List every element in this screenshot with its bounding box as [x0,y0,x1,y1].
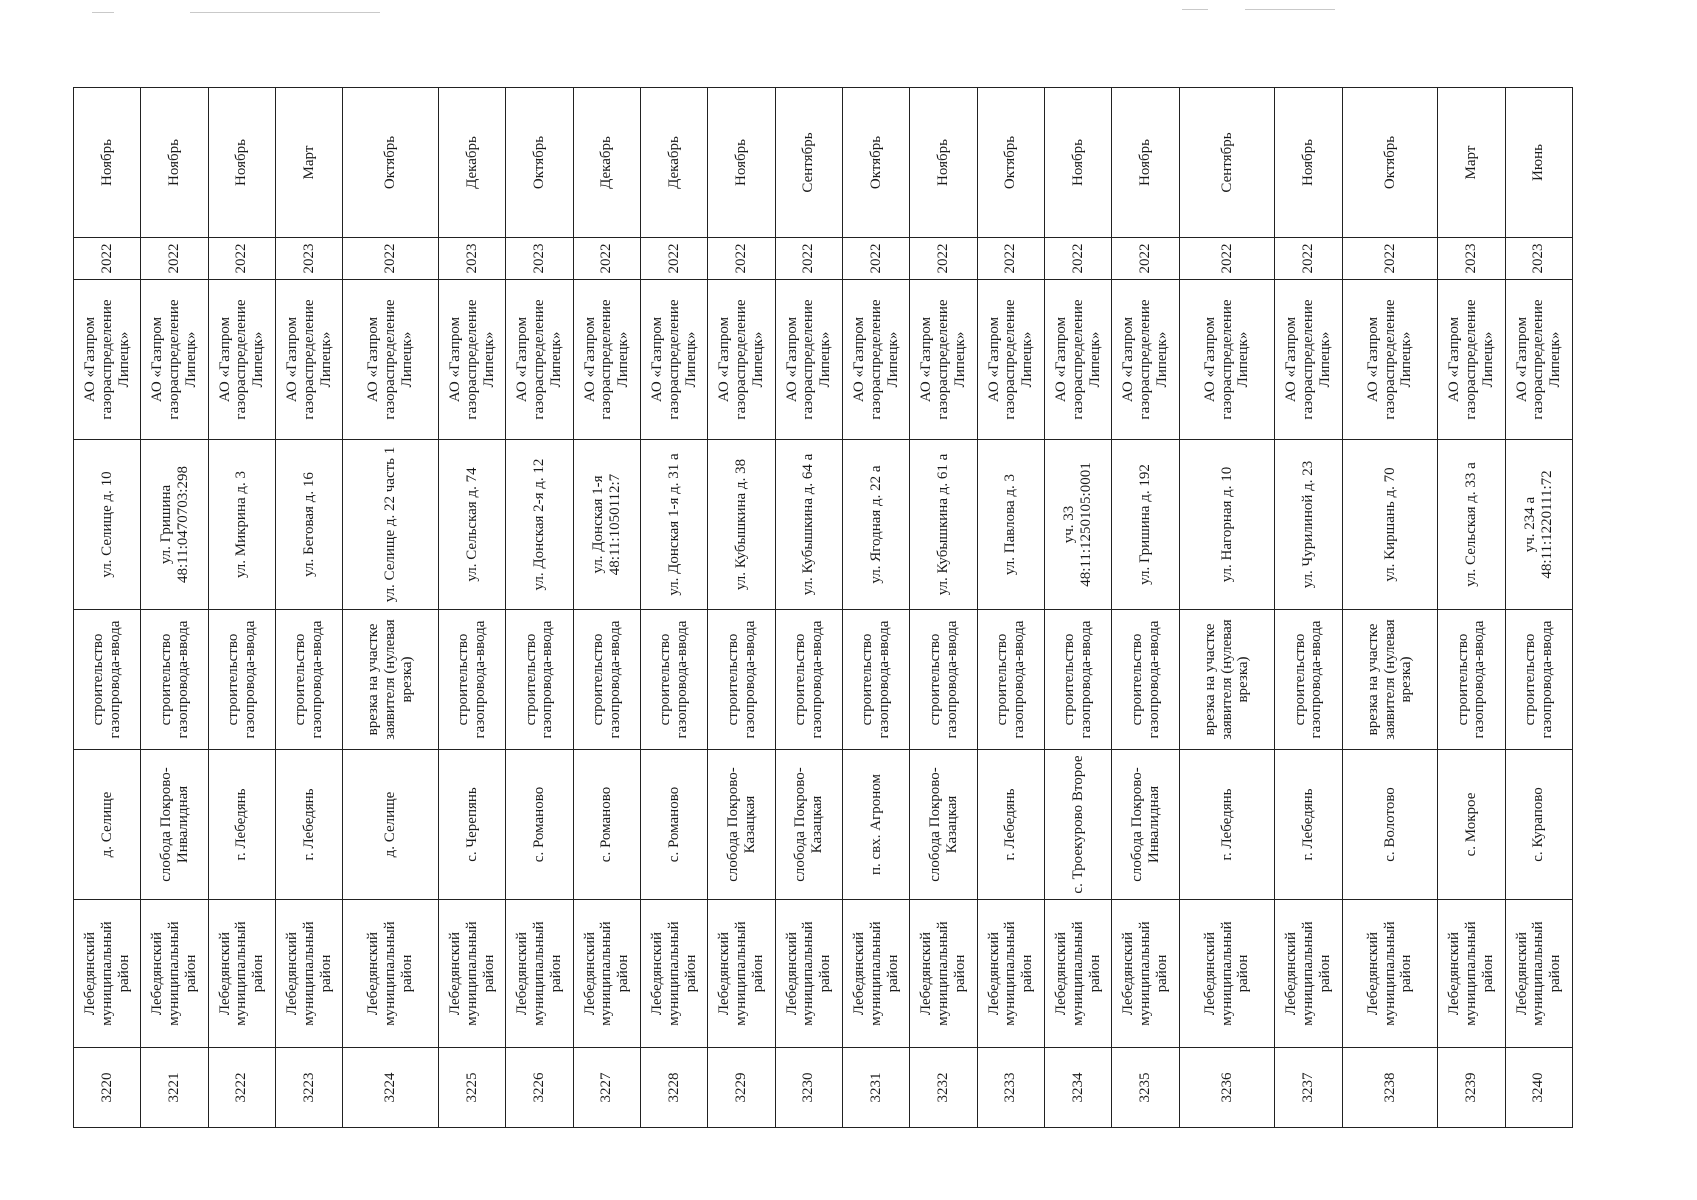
work-type-cell: строительство газопровода-ввода [708,610,775,750]
month-cell: Октябрь [506,88,573,238]
district-cell: Лебедянский муниципальный район [1045,900,1112,1048]
month-cell: Ноябрь [141,88,208,238]
year-cell: 2022 [775,238,842,280]
address-cell: ул. Павлова д. 3 [977,440,1044,610]
locality-cell: г. Лебедянь [276,750,343,900]
row-number: 3229 [708,1048,775,1128]
work-type-cell: строительство газопровода-ввода [1045,610,1112,750]
month-cell: Декабрь [573,88,640,238]
work-type-cell: врезка на участке заявителя (нулевая врезка) [1342,610,1438,750]
month-cell: Декабрь [640,88,707,238]
address-cell: ул. Гришина д. 192 [1112,440,1179,610]
year-cell: 2022 [1112,238,1179,280]
organization-cell: АО «Газпром газораспределение Липецк» [343,280,439,440]
year-cell: 2022 [640,238,707,280]
district-cell: Лебедянский муниципальный район [506,900,573,1048]
table-row [1505,88,1572,1128]
locality-cell: слобода Покрово-Казацкая [910,750,977,900]
locality-cell: слобода Покрово-Казацкая [708,750,775,900]
locality-cell: д. Селище [74,750,141,900]
district-cell: Лебедянский муниципальный район [1179,900,1275,1048]
organization-cell: АО «Газпром газораспределение Липецк» [1275,280,1342,440]
district-cell: Лебедянский муниципальный район [977,900,1044,1048]
district-cell: Лебедянский муниципальный район [1342,900,1438,1048]
year-cell: 2023 [1505,238,1572,280]
work-type-cell: строительство газопровода-ввода [843,610,910,750]
locality-cell: п. свх. Агроном [843,750,910,900]
district-cell: Лебедянский муниципальный район [276,900,343,1048]
table-row [977,88,1044,1128]
district-cell: Лебедянский муниципальный район [74,900,141,1048]
district-cell: Лебедянский муниципальный район [708,900,775,1048]
locality-cell: с. Курапово [1505,750,1572,900]
organization-cell: АО «Газпром газораспределение Липецк» [1112,280,1179,440]
address-cell: ул. Кубышкина д. 61 а [910,440,977,610]
year-cell: 2022 [141,238,208,280]
table-row [343,88,439,1128]
month-cell: Сентябрь [775,88,842,238]
month-cell: Ноябрь [1045,88,1112,238]
organization-cell: АО «Газпром газораспределение Липецк» [910,280,977,440]
work-type-cell: строительство газопровода-ввода [977,610,1044,750]
district-cell: Лебедянский муниципальный район [438,900,505,1048]
work-type-cell: строительство газопровода-ввода [775,610,842,750]
work-type-cell: строительство газопровода-ввода [1505,610,1572,750]
locality-cell: д. Селище [343,750,439,900]
table-row [708,88,775,1128]
year-cell: 2022 [1275,238,1342,280]
row-number: 3227 [573,1048,640,1128]
month-cell: Ноябрь [208,88,275,238]
month-cell: Ноябрь [708,88,775,238]
year-cell: 2022 [1342,238,1438,280]
address-cell: ул. Селище д. 10 [74,440,141,610]
row-number: 3230 [775,1048,842,1128]
row-number: 3228 [640,1048,707,1128]
year-cell: 2022 [843,238,910,280]
district-cell: Лебедянский муниципальный район [1275,900,1342,1048]
work-type-cell: строительство газопровода-ввода [74,610,141,750]
district-cell: Лебедянский муниципальный район [640,900,707,1048]
year-cell: 2022 [708,238,775,280]
locality-cell: с. Романово [506,750,573,900]
locality-cell: с. Волотово [1342,750,1438,900]
organization-cell: АО «Газпром газораспределение Липецк» [74,280,141,440]
table-row [141,88,208,1128]
locality-cell: г. Лебедянь [977,750,1044,900]
row-number: 3234 [1045,1048,1112,1128]
table-row [1438,88,1505,1128]
year-cell: 2022 [1045,238,1112,280]
table-row [1179,88,1275,1128]
row-number: 3236 [1179,1048,1275,1128]
district-cell: Лебедянский муниципальный район [141,900,208,1048]
table-row [208,88,275,1128]
organization-cell: АО «Газпром газораспределение Липецк» [438,280,505,440]
address-cell: ул. Сельская д. 74 [438,440,505,610]
month-cell: Сентябрь [1179,88,1275,238]
year-cell: 2023 [1438,238,1505,280]
table-row [74,88,141,1128]
table-row [843,88,910,1128]
district-cell: Лебедянский муниципальный район [343,900,439,1048]
table-row [1045,88,1112,1128]
locality-cell: г. Лебедянь [208,750,275,900]
district-cell: Лебедянский муниципальный район [1505,900,1572,1048]
month-cell: Март [1438,88,1505,238]
year-cell: 2023 [438,238,505,280]
table-row [1112,88,1179,1128]
locality-cell: с. Романово [573,750,640,900]
year-cell: 2022 [343,238,439,280]
locality-cell: г. Лебедянь [1275,750,1342,900]
table-row [910,88,977,1128]
address-cell: ул. Донская 1-я 48:11:1050112:7 [573,440,640,610]
address-cell: ул. Микрина д. 3 [208,440,275,610]
scan-artifact [92,12,114,13]
district-cell: Лебедянский муниципальный район [843,900,910,1048]
organization-cell: АО «Газпром газораспределение Липецк» [208,280,275,440]
scan-artifact [1245,9,1335,10]
row-number: 3235 [1112,1048,1179,1128]
address-cell: ул. Нагорная д. 10 [1179,440,1275,610]
organization-cell: АО «Газпром газораспределение Липецк» [573,280,640,440]
district-cell: Лебедянский муниципальный район [775,900,842,1048]
year-cell: 2022 [74,238,141,280]
address-cell: ул. Ягодная д. 22 а [843,440,910,610]
table-row [276,88,343,1128]
year-cell: 2023 [506,238,573,280]
address-cell: ул. Донская 1-я д. 31 а [640,440,707,610]
month-cell: Октябрь [843,88,910,238]
row-number: 3233 [977,1048,1044,1128]
address-cell: ул. Селище д. 22 часть 1 [343,440,439,610]
month-cell: Ноябрь [1275,88,1342,238]
row-number: 3231 [843,1048,910,1128]
table-row [775,88,842,1128]
locality-cell: слобода Покрово-Инвалидная [141,750,208,900]
year-cell: 2022 [977,238,1044,280]
year-cell: 2022 [1179,238,1275,280]
district-cell: Лебедянский муниципальный район [910,900,977,1048]
work-type-cell: строительство газопровода-ввода [640,610,707,750]
organization-cell: АО «Газпром газораспределение Липецк» [775,280,842,440]
address-cell: ул. Киршань д. 70 [1342,440,1438,610]
district-cell: Лебедянский муниципальный район [1438,900,1505,1048]
work-type-cell: строительство газопровода-ввода [141,610,208,750]
row-number: 3238 [1342,1048,1438,1128]
organization-cell: АО «Газпром газораспределение Липецк» [708,280,775,440]
month-cell: Ноябрь [910,88,977,238]
organization-cell: АО «Газпром газораспределение Липецк» [1045,280,1112,440]
year-cell: 2022 [208,238,275,280]
organization-cell: АО «Газпром газораспределение Липецк» [1179,280,1275,440]
table-row [1342,88,1438,1128]
organization-cell: АО «Газпром газораспределение Липецк» [977,280,1044,440]
month-cell: Март [276,88,343,238]
work-type-cell: строительство газопровода-ввода [276,610,343,750]
address-cell: ул. Гришина 48:11:0470703:298 [141,440,208,610]
organization-cell: АО «Газпром газораспределение Липецк» [1438,280,1505,440]
address-cell: ул. Чурилиной д. 23 [1275,440,1342,610]
table-row [640,88,707,1128]
scan-artifact [190,12,380,13]
organization-cell: АО «Газпром газораспределение Липецк» [141,280,208,440]
work-type-cell: строительство газопровода-ввода [1112,610,1179,750]
locality-cell: с. Троекурово Второе [1045,750,1112,900]
locality-cell: слобода Покрово-Казацкая [775,750,842,900]
work-type-cell: строительство газопровода-ввода [910,610,977,750]
locality-cell: г. Лебедянь [1179,750,1275,900]
district-cell: Лебедянский муниципальный район [1112,900,1179,1048]
locality-cell: с. Мокрое [1438,750,1505,900]
work-type-cell: строительство газопровода-ввода [573,610,640,750]
work-type-cell: врезка на участке заявителя (нулевая врезка) [343,610,439,750]
year-cell: 2023 [276,238,343,280]
address-cell: ул. Донская 2-я д. 12 [506,440,573,610]
table-row [1275,88,1342,1128]
organization-cell: АО «Газпром газораспределение Липецк» [843,280,910,440]
row-number: 3225 [438,1048,505,1128]
district-cell: Лебедянский муниципальный район [573,900,640,1048]
work-type-cell: строительство газопровода-ввода [506,610,573,750]
row-number: 3221 [141,1048,208,1128]
table-body [74,88,1573,1128]
address-cell: уч. 33 48:11:1250105:0001 [1045,440,1112,610]
work-type-cell: строительство газопровода-ввода [208,610,275,750]
locality-cell: с. Черепянь [438,750,505,900]
address-cell: уч. 234 а 48:11:1220111:72 [1505,440,1572,610]
locality-cell: с. Романово [640,750,707,900]
row-number: 3222 [208,1048,275,1128]
table-row [438,88,505,1128]
address-cell: ул. Кубышкина д. 64 а [775,440,842,610]
gas-connection-table [73,87,1573,1128]
district-cell: Лебедянский муниципальный район [208,900,275,1048]
work-type-cell: строительство газопровода-ввода [1438,610,1505,750]
month-cell: Октябрь [977,88,1044,238]
row-number: 3239 [1438,1048,1505,1128]
address-cell: ул. Беговая д. 16 [276,440,343,610]
row-number: 3220 [74,1048,141,1128]
month-cell: Июнь [1505,88,1572,238]
address-cell: ул. Кубышкина д. 38 [708,440,775,610]
year-cell: 2022 [573,238,640,280]
row-number: 3224 [343,1048,439,1128]
organization-cell: АО «Газпром газораспределение Липецк» [1505,280,1572,440]
table-row [573,88,640,1128]
table-row [506,88,573,1128]
work-type-cell: строительство газопровода-ввода [1275,610,1342,750]
month-cell: Декабрь [438,88,505,238]
locality-cell: слобода Покрово-Инвалидная [1112,750,1179,900]
organization-cell: АО «Газпром газораспределение Липецк» [1342,280,1438,440]
row-number: 3237 [1275,1048,1342,1128]
address-cell: ул. Сельская д. 33 а [1438,440,1505,610]
row-number: 3223 [276,1048,343,1128]
row-number: 3226 [506,1048,573,1128]
row-number: 3232 [910,1048,977,1128]
row-number: 3240 [1505,1048,1572,1128]
month-cell: Ноябрь [74,88,141,238]
work-type-cell: строительство газопровода-ввода [438,610,505,750]
organization-cell: АО «Газпром газораспределение Липецк» [506,280,573,440]
scan-artifact [1182,9,1208,10]
organization-cell: АО «Газпром газораспределение Липецк» [640,280,707,440]
year-cell: 2022 [910,238,977,280]
month-cell: Ноябрь [1112,88,1179,238]
work-type-cell: врезка на участке заявителя (нулевая врезка) [1179,610,1275,750]
month-cell: Октябрь [1342,88,1438,238]
organization-cell: АО «Газпром газораспределение Липецк» [276,280,343,440]
month-cell: Октябрь [343,88,439,238]
